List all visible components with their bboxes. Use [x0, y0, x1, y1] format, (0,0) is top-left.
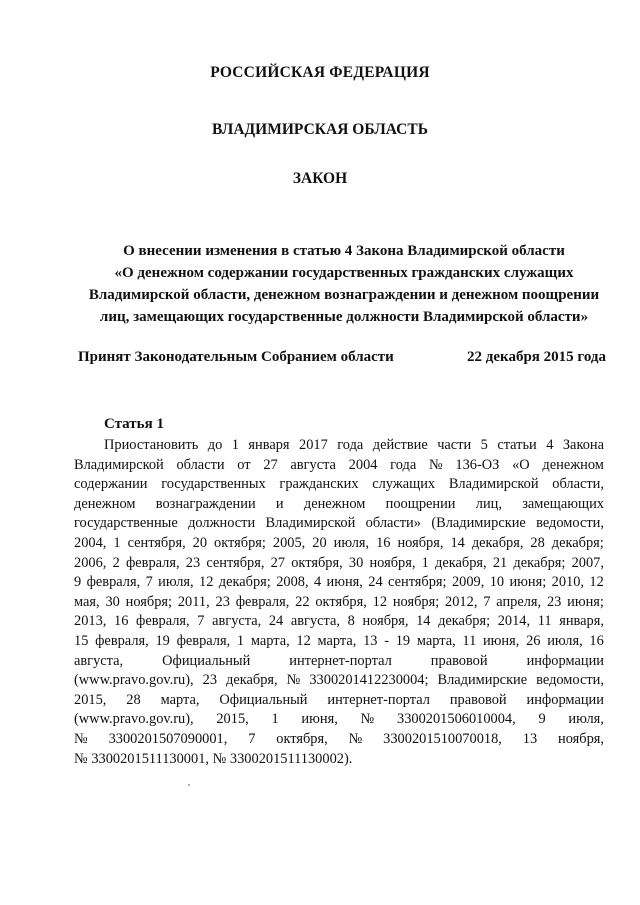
law-title-line: лиц, замещающих государственные должности Владимирской области»	[99, 309, 589, 325]
law-title	[74, 240, 614, 328]
article-body-line: Приостановить до 1 января 2017 года действие части 5 статьи 4 Закона	[104, 437, 604, 453]
header-region: ВЛАДИМИРСКАЯ ОБЛАСТЬ	[212, 121, 428, 138]
header-doc-type: ЗАКОН	[292, 170, 348, 187]
article-body-line: (www.pravo.gov.ru), 2015, 1 июня, № 3300201506010004, 9 июля,	[74, 711, 604, 728]
law-title-line: Владимирской области, денежном вознаграждении и денежном поощрении	[88, 287, 600, 303]
article-body-line: 2015, 28 марта, Официальный интернет-портал правовой информации	[74, 691, 604, 708]
article-body-line: № 3300201507090001, 7 октября, № 3300201510070018, 13 ноября,	[74, 730, 604, 747]
article-body-line: Владимирской области от 27 августа 2004 года № 136-ОЗ «О денежном	[74, 456, 604, 473]
law-title-line: О внесении изменения в статью 4 Закона Владимирской области	[123, 243, 565, 259]
article-body-line: 2006, 2 февраля, 23 сентября, 27 октября, 30 ноября, 1 декабря, 21 декабря; 2007,	[74, 554, 604, 571]
article-body-line: 2013, 16 февраля, 7 августа, 24 августа, 8 ноября, 14 декабря; 2014, 11 января,	[74, 613, 604, 630]
article-body-line: № 3300201511130001, № 3300201511130002).	[74, 750, 353, 767]
article-body-line: 15 февраля, 19 февраля, 1 марта, 12 марта, 13 - 19 марта, 11 июня, 26 июля, 16	[74, 632, 604, 649]
article-body-line: мая, 30 ноября; 2011, 23 февраля, 22 октября, 12 ноября; 2012, 7 апреля, 23 июня;	[74, 593, 604, 610]
article-body-line: 9 февраля, 7 июля, 12 декабря; 2008, 4 июня, 24 сентября; 2009, 10 июня; 2010, 12	[74, 574, 604, 591]
article-body-line: государственные должности Владимирской области» (Владимирские ведомости,	[74, 515, 604, 532]
article-body	[74, 436, 604, 769]
article-heading: Статья 1	[104, 416, 164, 432]
article-body-line: содержании государственных гражданских служащих Владимирской области,	[74, 476, 604, 493]
scan-speck	[188, 784, 190, 786]
article-body-line: августа, Официальный интернет-портал правовой информации	[74, 652, 604, 669]
adopted-by: Принят Законодательным Собранием области	[78, 349, 394, 365]
article-body-line: (www.pravo.gov.ru), 23 декабря, № 3300201412230004; Владимирские ведомости,	[74, 672, 604, 689]
article-body-line: 2004, 1 сентября, 20 октября; 2005, 20 июля, 16 ноября, 14 декабря, 28 декабря;	[74, 534, 604, 551]
header-country: РОССИЙСКАЯ ФЕДЕРАЦИЯ	[210, 64, 430, 81]
adoption-date: 22 декабря 2015 года	[467, 349, 606, 365]
article-body-line: денежном вознаграждении и денежном поощрении лиц, замещающих	[74, 495, 604, 512]
law-title-line: «О денежном содержании государственных гражданских служащих	[114, 265, 574, 281]
